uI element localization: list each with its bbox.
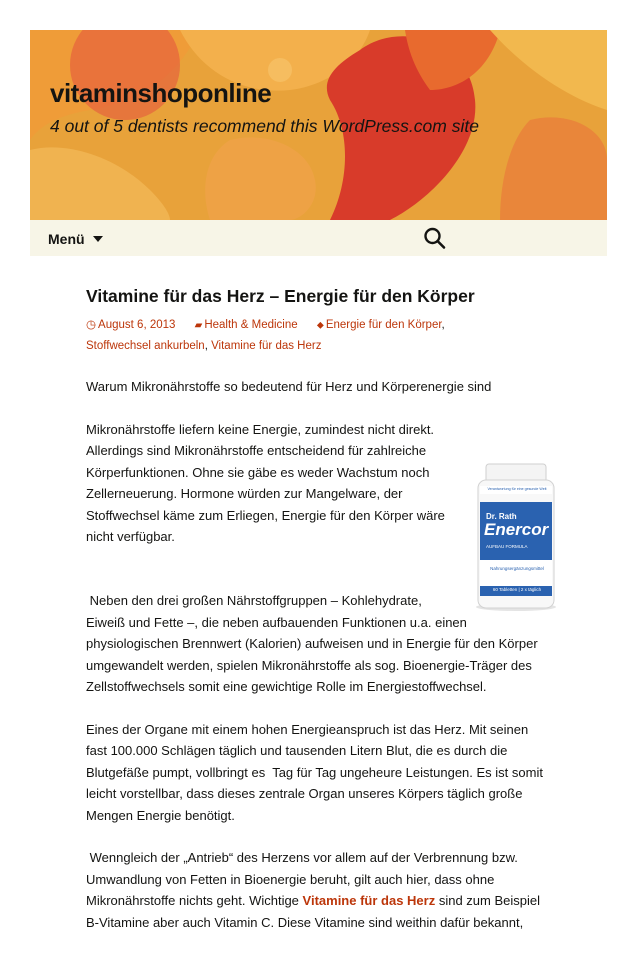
product-image: [468, 462, 564, 612]
site-description: 4 out of 5 dentists recommend this WordPress.com site: [50, 116, 479, 136]
product-count: 60 Tabletten | 2 x täglich: [492, 587, 542, 592]
post-content: [86, 376, 556, 933]
site-title[interactable]: vitaminshoponline: [50, 78, 272, 108]
product-formula: AUFBAU FORMULA: [486, 544, 528, 549]
navbar: [30, 220, 607, 256]
post-title[interactable]: Vitamine für das Herz – Energie für den Körper: [86, 286, 475, 306]
intro-paragraph: Warum Mikronährstoffe so bedeutend für Herz und Körperenergie sind: [86, 379, 492, 394]
menu-label: Menü: [48, 231, 85, 247]
product-top-text: Verantwortung für eine gesunde Welt: [487, 487, 547, 491]
product-sub: Nahrungsergänzungsmittel: [490, 566, 544, 571]
post-date-link[interactable]: [86, 319, 179, 331]
search-button[interactable]: [422, 226, 448, 250]
tag-label: Energie für den Körper: [325, 319, 442, 331]
post-category-link[interactable]: [195, 319, 301, 331]
tag-icon: ⬥: [316, 320, 324, 331]
menu-toggle-button[interactable]: [48, 231, 103, 247]
tag-link-3[interactable]: Vitamine für das Herz: [211, 340, 322, 352]
site-header: [30, 30, 607, 220]
vitamine-herz-link[interactable]: Vitamine für das Herz: [302, 893, 436, 908]
search-icon: [422, 226, 448, 250]
paragraph-1: Mikronährstoffe liefern keine Energie, zumindest nicht direkt. Allerdings sind Mikronährstoffe entscheidend für zahlreiche Körperfunktionen. Ohne sie gäbe es weder Wachstum noch Zellerneuerung. Hormone würden zur Mangelware, der Stoffwechsel käme zum Erliegen, Energie für den Körper wäre nicht verfügbar.: [86, 421, 445, 544]
caret-down-icon: [93, 236, 103, 242]
post-date: August 6, 2013: [98, 319, 176, 331]
post-category: Health & Medicine: [204, 319, 298, 331]
folder-icon: ▰: [194, 320, 203, 331]
post-article: [86, 285, 556, 954]
product-brand: Dr. Rath: [486, 512, 517, 521]
post-meta: ◷ August 6, 2013 ▰ Health & Medicine ⬥ Energie für den Körper, Stoffwechsel ankurbeln, Vitamine für das Herz: [86, 315, 556, 356]
tag-link-1[interactable]: [317, 319, 442, 331]
paragraph-4: Wenngleich der „Antrieb“ des Herzens vor allem auf der Verbrennung bzw. Umwandlung von Fetten in Bioenergie beruht, gilt auch hier, dass ohne Mikronährstoffe nichts geht. Wichtige Vitamine für das Herz sind zum Beispiel B-Vitamine aber auch Vitamin C. Diese Vitamine sind weithin dafür bekannt,: [86, 850, 541, 930]
tag-link-2[interactable]: Stoffwechsel ankurbeln: [86, 340, 205, 352]
clock-icon: ◷: [86, 319, 97, 331]
product-name: Enercor: [484, 520, 549, 539]
paragraph-3: Eines der Organe mit einem hohen Energieanspruch ist das Herz. Mit seinen fast 100.000 Schlägen täglich und tausenden Litern Blut, die es durch die Blutgefäße pumpt, vollbringt es Tag für Tag ungeheure Leistungen. Es ist somit leicht vorstellbar, dass dieses zentrale Organ unseres Körpers täglich große Mengen Energie benötigt.: [86, 721, 543, 823]
paragraph-2: Neben den drei großen Nährstoffgruppen – Kohlehydrate, Eiweiß und Fette –, die neben aufbauenden Funktionen u.a. einen physiologischen Brennwert (Kalorien) aufweisen und in Energie für den Körper umgewandelt werden, spielen Mikronährstoffe als sog. Bioenergie-Träger des Zellstoffwechsels somit eine gewichtige Rolle im Energiestoffwechsel.: [86, 593, 538, 694]
